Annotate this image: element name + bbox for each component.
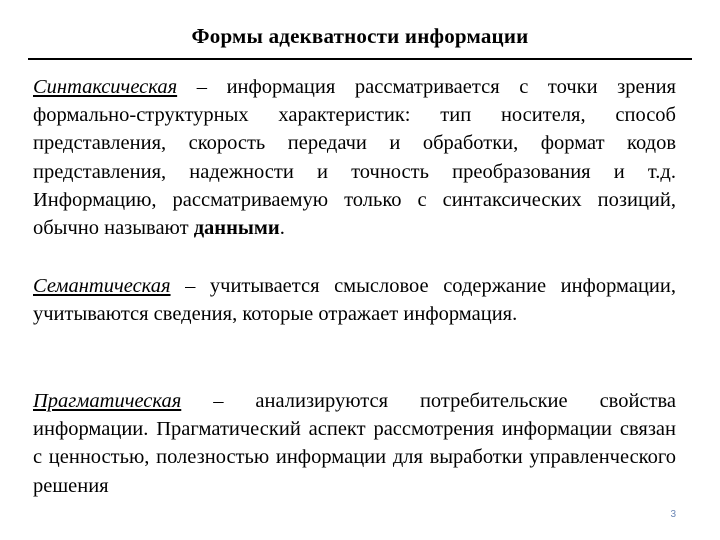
paragraph-pragmatic (33, 387, 676, 500)
emphasis-data: данными (193, 217, 280, 240)
paragraph-semantic (33, 272, 676, 328)
term-semantic: Семантическая (33, 275, 171, 297)
definition-pragmatic: – анализируются потребительские свойства информации. Прагматический аспект рассмотрения информации связан с ценностью, полезностью информации для выработки управленческого решения (33, 390, 676, 497)
page-number: 3 (670, 509, 676, 520)
definition-syntactic-tail: . (279, 217, 285, 240)
title-divider (28, 58, 692, 60)
slide-title: Формы адекватности информации (191, 24, 529, 48)
term-pragmatic: Прагматическая (33, 390, 182, 412)
definition-syntactic: – информация рассматривается с точки зрения формально-структурных характеристик: тип носителя, способ представления, скорость передачи и обработки, формат кодов представления, надежности и точность преобразования и т.д. Информацию, рассматриваемую только с синтаксических позиций, обычно называют (33, 76, 676, 240)
definition-semantic: – учитывается смысловое содержание информации, учитываются сведения, которые отражает информация. (33, 275, 676, 326)
paragraph-syntactic (33, 73, 676, 242)
term-syntactic: Синтаксическая (33, 76, 178, 98)
